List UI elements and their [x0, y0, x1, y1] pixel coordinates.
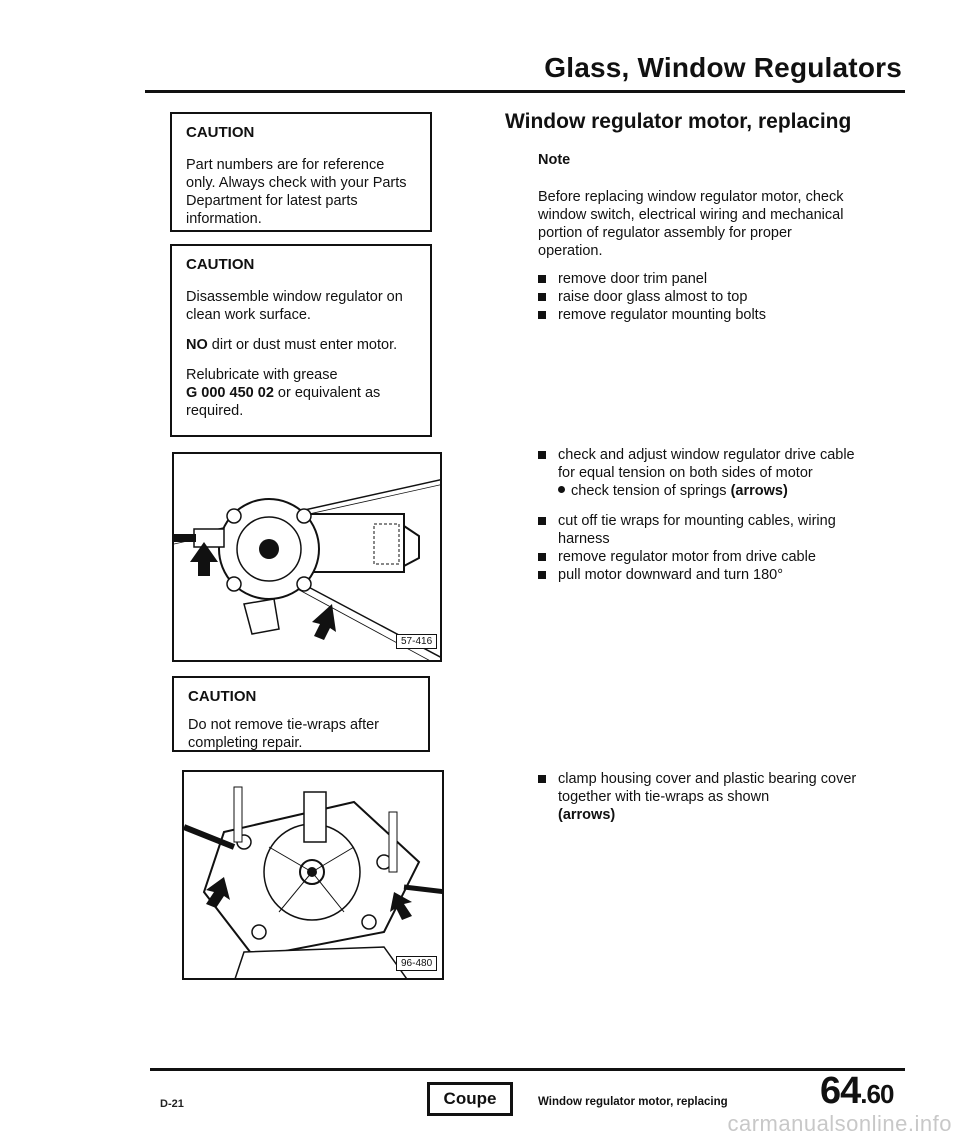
caution-para-1: Disassemble window regulator on clean work surface. — [186, 289, 403, 323]
caution-para-3-rest: or equivalent as required. — [186, 385, 381, 419]
bullet-icon — [538, 293, 546, 301]
steps-group-2 — [538, 446, 858, 584]
sub-list-item: check tension of springs (arrows) — [538, 482, 858, 500]
bullet-icon — [538, 451, 546, 459]
caution-para-2 — [186, 336, 416, 354]
list-item: clamp housing cover and plastic bearing cover together with tie-wraps as shown (arrows) — [538, 770, 858, 824]
caution-box-disassemble — [170, 244, 432, 437]
figure-regulator-motor — [172, 452, 442, 662]
dot-bullet-icon — [558, 486, 565, 493]
figure-housing-cover — [182, 770, 444, 980]
bullet-icon — [538, 775, 546, 783]
caution-para-2-rest: dirt or dust must enter motor. — [207, 337, 398, 353]
note-text: Before replacing window regulator motor, check window switch, electrical wiring and mechanical portion of regulator assembly for proper operation. — [538, 189, 844, 259]
footer-rule — [150, 1068, 905, 1071]
list-item: remove regulator motor from drive cable — [538, 548, 858, 566]
caution-bold-no: NO — [186, 337, 208, 353]
header-rule — [145, 90, 905, 93]
list-item: check and adjust window regulator drive cable for equal tension on both sides of motor — [538, 446, 858, 482]
caution-box-tie-wraps — [172, 676, 430, 752]
caution-label: CAUTION — [188, 688, 257, 705]
list-item: cut off tie wraps for mounting cables, wiring harness — [538, 512, 858, 548]
bullet-icon — [538, 275, 546, 283]
model-badge: Coupe — [427, 1082, 513, 1116]
note-label: Note — [538, 152, 571, 168]
page-number-decimal: .60 — [860, 1079, 894, 1109]
list-item: remove regulator mounting bolts — [538, 306, 858, 324]
caution-para-3-line1: Relubricate with grease — [186, 367, 338, 383]
section-title: Window regulator motor, replacing — [505, 110, 852, 133]
bullet-icon — [538, 571, 546, 579]
bullet-icon — [538, 553, 546, 561]
caution-label: CAUTION — [186, 256, 255, 273]
regulator-motor-illustration — [174, 454, 442, 662]
page-number-main: 64 — [820, 1070, 861, 1112]
footer-page-code: D-21 — [160, 1098, 184, 1110]
caution-text: Do not remove tie-wraps after completing repair. — [188, 717, 379, 751]
footer-subject: Window regulator motor, replacing — [538, 1096, 728, 1108]
page-number — [820, 1070, 893, 1113]
steps-group-1 — [538, 270, 858, 324]
caution-text: Part numbers are for reference only. Always check with your Parts Department for latest parts information. — [186, 157, 407, 227]
housing-cover-illustration — [184, 772, 444, 980]
list-item: pull motor downward and turn 180° — [538, 566, 858, 584]
caution-box-parts — [170, 112, 432, 232]
watermark: carmanualsonline.info — [727, 1111, 952, 1136]
figure-label: 57-416 — [396, 634, 437, 649]
figure-label: 96-480 — [396, 956, 437, 971]
steps-group-3 — [538, 770, 858, 824]
caution-label: CAUTION — [186, 124, 255, 141]
list-item: remove door trim panel — [538, 270, 858, 288]
bullet-icon — [538, 311, 546, 319]
page-header-title: Glass, Window Regulators — [544, 52, 902, 83]
bullet-icon — [538, 517, 546, 525]
grease-part-number: G 000 450 02 — [186, 385, 274, 401]
list-item: raise door glass almost to top — [538, 288, 858, 306]
caution-para-3 — [186, 366, 416, 420]
